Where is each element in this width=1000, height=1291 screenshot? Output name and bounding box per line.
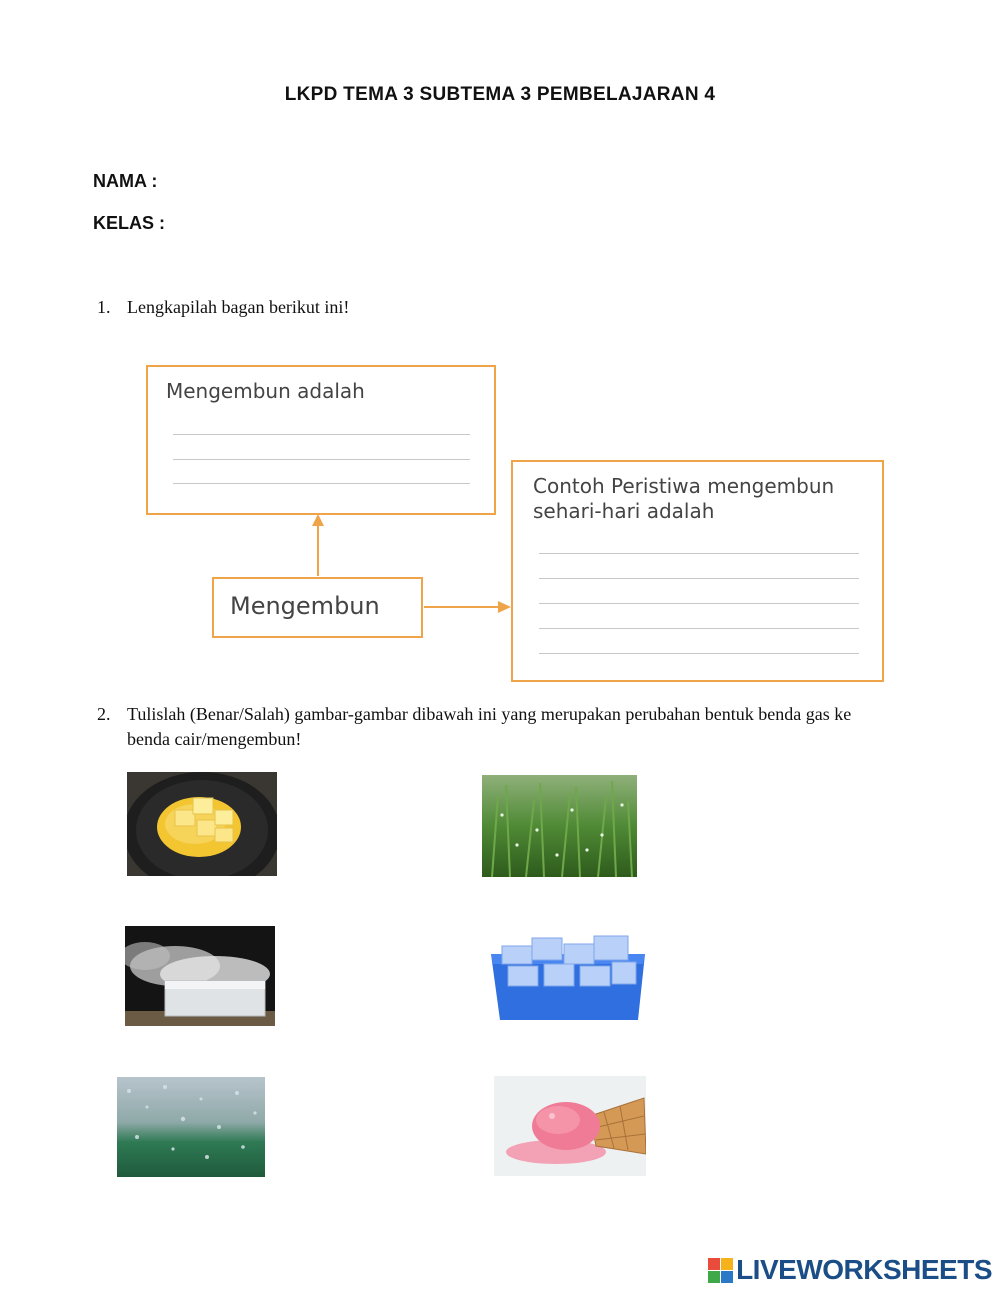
dewy-grass-icon	[482, 775, 637, 877]
arrow-right-head-icon	[498, 601, 511, 613]
arrow-up-head-icon	[312, 514, 324, 526]
examples-box-label-line2: sehari-hari adalah	[533, 499, 715, 523]
examples-box-label-line1: Contoh Peristiwa mengembun	[533, 474, 835, 498]
liveworksheets-logo-text: LIVEWORKSHEETS	[736, 1254, 992, 1285]
kelas-label: KELAS :	[93, 213, 165, 233]
question-1-number: 1.	[97, 297, 111, 317]
dry-ice-smoke-image	[125, 926, 275, 1026]
dewy-grass-image	[482, 775, 637, 877]
liveworksheets-logo	[708, 1254, 992, 1286]
definition-box-label: Mengembun adalah	[166, 379, 365, 403]
question-2	[97, 702, 927, 752]
melting-ice-cream-icon	[494, 1076, 646, 1176]
ice-cube-tray-image	[488, 932, 648, 1028]
melting-butter-image	[127, 772, 277, 876]
melting-ice-cream-image	[494, 1076, 646, 1176]
center-box-label: Mengembun	[230, 592, 380, 620]
melting-butter-icon	[127, 772, 277, 876]
question-2-number: 2.	[97, 704, 111, 724]
question-1-text: Lengkapilah bagan berikut ini!	[127, 297, 350, 317]
question-2-text-line2: benda cair/mengembun!	[127, 729, 302, 749]
rainy-window-image	[117, 1077, 265, 1177]
ice-cube-tray-icon	[488, 932, 648, 1028]
question-2-text-line1: Tulislah (Benar/Salah) gambar-gambar dibawah ini yang merupakan perubahan bentuk benda gas ke	[127, 704, 852, 724]
rainy-window-icon	[117, 1077, 265, 1177]
dry-ice-smoke-icon	[125, 926, 275, 1026]
page-title: LKPD TEMA 3 SUBTEMA 3 PEMBELAJARAN 4	[284, 84, 716, 105]
liveworksheets-logo-icon	[708, 1258, 733, 1283]
nama-label: NAMA :	[93, 171, 158, 191]
